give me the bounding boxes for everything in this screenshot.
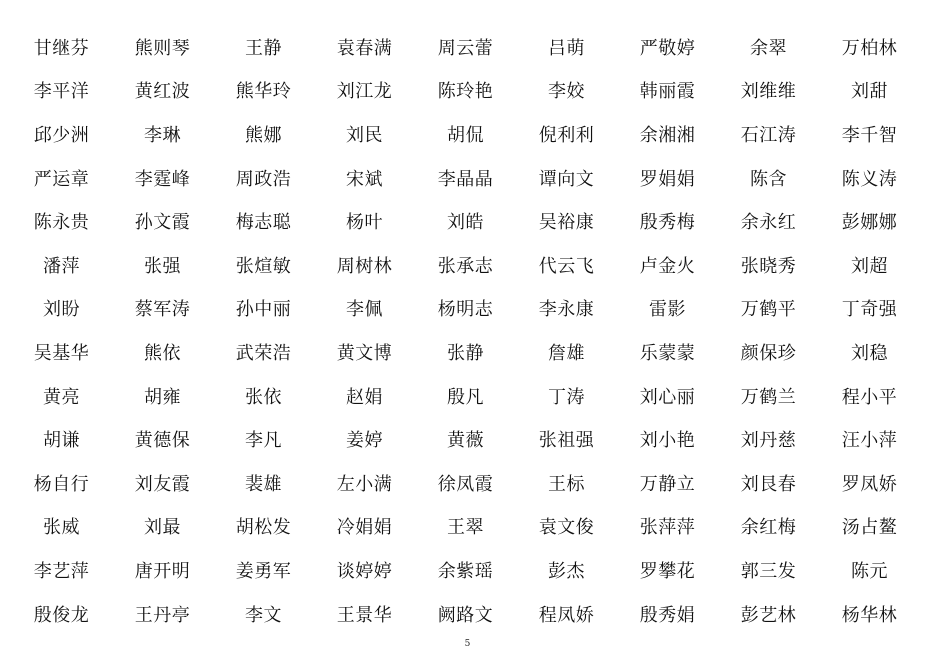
name-cell: 武荣浩 [235, 342, 292, 364]
name-cell: 陈元 [851, 560, 888, 582]
name-cell: 严敬婷 [639, 37, 696, 59]
name-cell: 万鹤兰 [740, 386, 797, 408]
name-cell: 殷秀娟 [639, 604, 696, 626]
name-cell: 张强 [144, 255, 181, 277]
name-cell: 万鹤平 [740, 299, 797, 321]
name-cell: 李霆峰 [134, 168, 191, 190]
name-cell: 孙中丽 [235, 299, 292, 321]
name-cell: 杨自行 [33, 473, 90, 495]
name-cell: 王景华 [336, 604, 393, 626]
name-cell: 李姣 [548, 81, 585, 103]
name-cell: 郭三发 [740, 560, 797, 582]
name-cell: 李千智 [841, 124, 898, 146]
name-cell: 李文 [245, 604, 282, 626]
name-cell: 吴裕康 [538, 212, 595, 234]
name-cell: 王静 [245, 37, 282, 59]
name-cell: 张威 [43, 517, 80, 539]
name-cell: 彭杰 [548, 560, 585, 582]
name-cell: 邱少洲 [33, 124, 90, 146]
name-cell: 万静立 [639, 473, 696, 495]
name-cell: 汤占鳌 [841, 517, 898, 539]
name-cell: 余永红 [740, 212, 797, 234]
name-cell: 刘超 [851, 255, 888, 277]
name-cell: 刘盼 [43, 299, 80, 321]
name-cell: 蔡军涛 [134, 299, 191, 321]
name-cell: 阙路文 [437, 604, 494, 626]
name-cell: 胡侃 [447, 124, 484, 146]
name-cell: 胡雍 [144, 386, 181, 408]
name-cell: 代云飞 [538, 255, 595, 277]
name-cell: 陈含 [750, 168, 787, 190]
name-cell: 熊华玲 [235, 81, 292, 103]
name-cell: 左小满 [336, 473, 393, 495]
name-cell: 罗凤娇 [841, 473, 898, 495]
name-cell: 袁春满 [336, 37, 393, 59]
name-cell: 杨华林 [841, 604, 898, 626]
name-cell: 罗攀花 [639, 560, 696, 582]
name-cell: 余红梅 [740, 517, 797, 539]
name-cell: 韩丽霞 [639, 81, 696, 103]
name-cell: 谈婷婷 [336, 560, 393, 582]
name-cell: 刘艮春 [740, 473, 797, 495]
name-cell: 姜婷 [346, 430, 383, 452]
name-cell: 刘江龙 [336, 81, 393, 103]
name-cell: 倪利利 [538, 124, 595, 146]
name-cell: 严运章 [33, 168, 90, 190]
page-number: 5 [464, 639, 471, 649]
name-cell: 石江涛 [740, 124, 797, 146]
name-cell: 胡谦 [43, 430, 80, 452]
name-cell: 黄薇 [447, 430, 484, 452]
name-cell: 李凡 [245, 430, 282, 452]
name-cell: 潘萍 [43, 255, 80, 277]
name-cell: 余翠 [750, 37, 787, 59]
name-cell: 李佩 [346, 299, 383, 321]
name-cell: 刘稳 [851, 342, 888, 364]
name-cell: 詹雄 [548, 342, 585, 364]
name-cell: 丁涛 [548, 386, 585, 408]
name-cell: 熊娜 [245, 124, 282, 146]
name-cell: 刘友霞 [134, 473, 191, 495]
name-cell: 程小平 [841, 386, 898, 408]
name-cell: 赵娟 [346, 386, 383, 408]
name-cell: 裴雄 [245, 473, 282, 495]
name-cell: 王丹亭 [134, 604, 191, 626]
name-cell: 杨明志 [437, 299, 494, 321]
name-cell: 罗娟娟 [639, 168, 696, 190]
name-cell: 余紫瑶 [437, 560, 494, 582]
name-cell: 徐凤霞 [437, 473, 494, 495]
name-cell: 雷影 [649, 299, 686, 321]
name-cell: 张静 [447, 342, 484, 364]
name-cell: 熊则琴 [134, 37, 191, 59]
name-cell: 姜勇军 [235, 560, 292, 582]
name-cell: 程凤娇 [538, 604, 595, 626]
name-cell: 周云蕾 [437, 37, 494, 59]
name-cell: 唐开明 [134, 560, 191, 582]
name-cell: 丁奇强 [841, 299, 898, 321]
name-cell: 殷俊龙 [33, 604, 90, 626]
name-cell: 余湘湘 [639, 124, 696, 146]
name-cell: 孙文霞 [134, 212, 191, 234]
name-cell: 卢金火 [639, 255, 696, 277]
name-cell: 黄文博 [336, 342, 393, 364]
name-cell: 吕萌 [548, 37, 585, 59]
name-cell: 冷娟娟 [336, 517, 393, 539]
name-cell: 王翠 [447, 517, 484, 539]
name-cell: 刘维维 [740, 81, 797, 103]
name-grid [11, 27, 921, 637]
name-cell: 万柏林 [841, 37, 898, 59]
name-cell: 殷秀梅 [639, 212, 696, 234]
name-cell: 张承志 [437, 255, 494, 277]
name-cell: 彭艺林 [740, 604, 797, 626]
name-cell: 汪小萍 [841, 430, 898, 452]
name-cell: 李平洋 [33, 81, 90, 103]
name-cell: 陈义涛 [841, 168, 898, 190]
name-cell: 熊依 [144, 342, 181, 364]
name-cell: 李琳 [144, 124, 181, 146]
name-cell: 刘小艳 [639, 430, 696, 452]
name-cell: 周树林 [336, 255, 393, 277]
name-cell: 胡松发 [235, 517, 292, 539]
name-cell: 张祖强 [538, 430, 595, 452]
name-cell: 刘皓 [447, 212, 484, 234]
name-cell: 袁文俊 [538, 517, 595, 539]
name-cell: 张煊敏 [235, 255, 292, 277]
name-cell: 甘继芬 [33, 37, 90, 59]
name-cell: 周政浩 [235, 168, 292, 190]
name-cell: 杨叶 [346, 212, 383, 234]
name-cell: 陈玲艳 [437, 81, 494, 103]
name-cell: 黄德保 [134, 430, 191, 452]
name-cell: 刘心丽 [639, 386, 696, 408]
name-cell: 刘民 [346, 124, 383, 146]
name-cell: 乐蒙蒙 [639, 342, 696, 364]
name-cell: 李艺萍 [33, 560, 90, 582]
name-cell: 谭向文 [538, 168, 595, 190]
name-cell: 彭娜娜 [841, 212, 898, 234]
name-cell: 陈永贵 [33, 212, 90, 234]
name-cell: 黄红波 [134, 81, 191, 103]
name-cell: 刘丹慈 [740, 430, 797, 452]
name-cell: 殷凡 [447, 386, 484, 408]
name-cell: 宋斌 [346, 168, 383, 190]
name-cell: 颜保珍 [740, 342, 797, 364]
name-cell: 梅志聪 [235, 212, 292, 234]
name-cell: 张萍萍 [639, 517, 696, 539]
name-cell: 黄亮 [43, 386, 80, 408]
name-cell: 张晓秀 [740, 255, 797, 277]
name-cell: 李晶晶 [437, 168, 494, 190]
name-cell: 刘甜 [851, 81, 888, 103]
name-cell: 吴基华 [33, 342, 90, 364]
name-cell: 张依 [245, 386, 282, 408]
name-cell: 刘最 [144, 517, 181, 539]
name-cell: 李永康 [538, 299, 595, 321]
name-cell: 王标 [548, 473, 585, 495]
